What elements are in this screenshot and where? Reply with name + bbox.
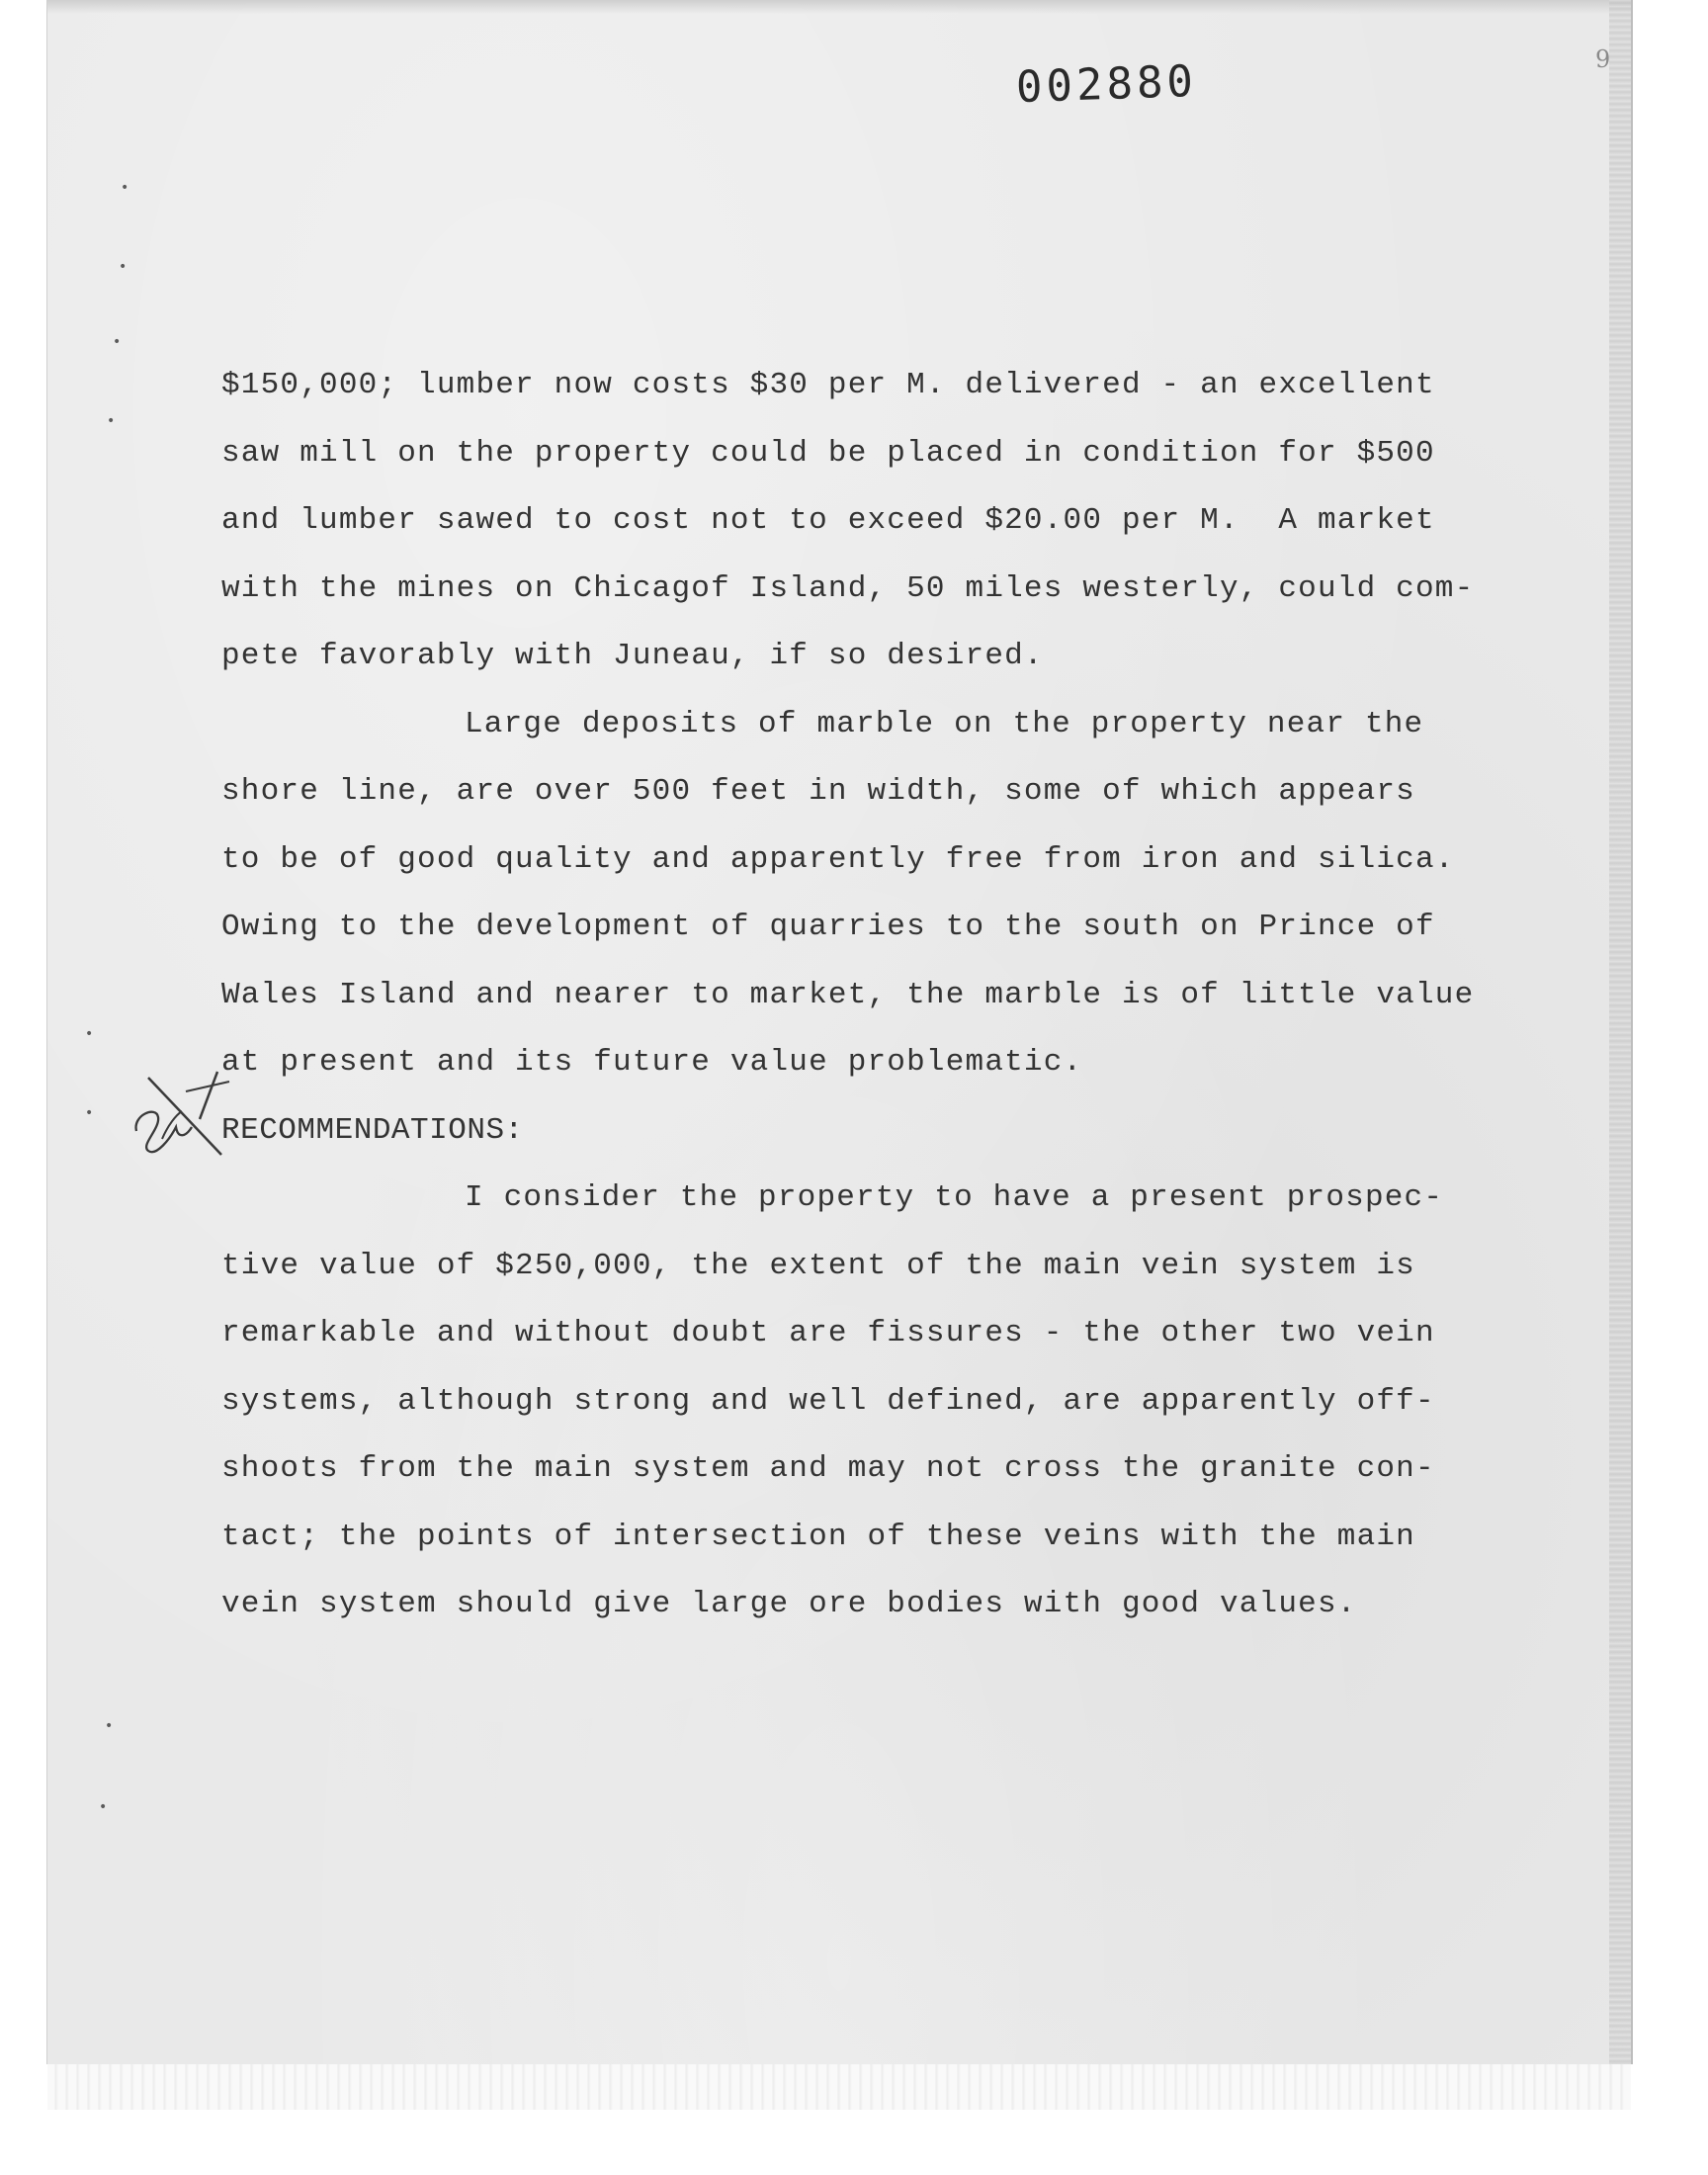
typed-body (221, 352, 1546, 1639)
text-line: tive value of $250,000, the extent of the main vein system is (221, 1248, 1415, 1283)
text-line: and lumber sawed to cost not to exceed $20.00 per M. A market (221, 503, 1435, 538)
margin-speck: • (119, 259, 128, 275)
text-line: pete favorably with Juneau, if so desired. (221, 639, 1044, 673)
text-line: to be of good quality and apparently free from iron and silica. (221, 841, 1455, 877)
text-line: systems, although strong and well defined, are apparently off- (221, 1383, 1435, 1419)
text-line: at present and its future value problematic. (221, 1045, 1083, 1080)
text-line: saw mill on the property could be placed in condition for $500 (221, 435, 1435, 471)
text-line: vein system should give large ore bodies with good values. (221, 1587, 1357, 1621)
text-line: Large deposits of marble on the property near the (465, 706, 1424, 741)
recommendations-heading: RECOMMENDATIONS: (221, 1112, 524, 1148)
page-right-edge (1609, 0, 1631, 2064)
document-number: 002880 (1015, 55, 1198, 114)
handwritten-ext-mark-icon (127, 1054, 235, 1168)
text-line: remarkable and without doubt are fissures - the other two vein (221, 1316, 1435, 1350)
margin-speck: • (107, 413, 116, 429)
page-number: 9 (1595, 45, 1611, 73)
margin-speck: • (113, 334, 122, 350)
text-line: Wales Island and nearer to market, the marble is of little value (221, 977, 1475, 1012)
text-line: $150,000; lumber now costs $30 per M. delivered - an excellent (221, 368, 1435, 402)
margin-speck: • (105, 1718, 114, 1734)
margin-speck: • (121, 180, 129, 196)
text-line: shoots from the main system and may not cross the granite con- (221, 1451, 1435, 1486)
margin-speck: • (85, 1105, 94, 1121)
text-line: with the mines on Chicagof Island, 50 miles westerly, could com- (221, 570, 1475, 606)
scan-bottom-strip (47, 2064, 1631, 2110)
text-line: I consider the property to have a present prospec- (465, 1180, 1444, 1215)
page-top-shadow (47, 0, 1631, 14)
text-line: shore line, are over 500 feet in width, some of which appears (221, 774, 1415, 809)
margin-speck: • (85, 1026, 94, 1042)
margin-speck: • (99, 1799, 108, 1815)
text-line: tact; the points of intersection of these veins with the main (221, 1519, 1415, 1554)
text-line: Owing to the development of quarries to the south on Prince of (221, 910, 1435, 944)
